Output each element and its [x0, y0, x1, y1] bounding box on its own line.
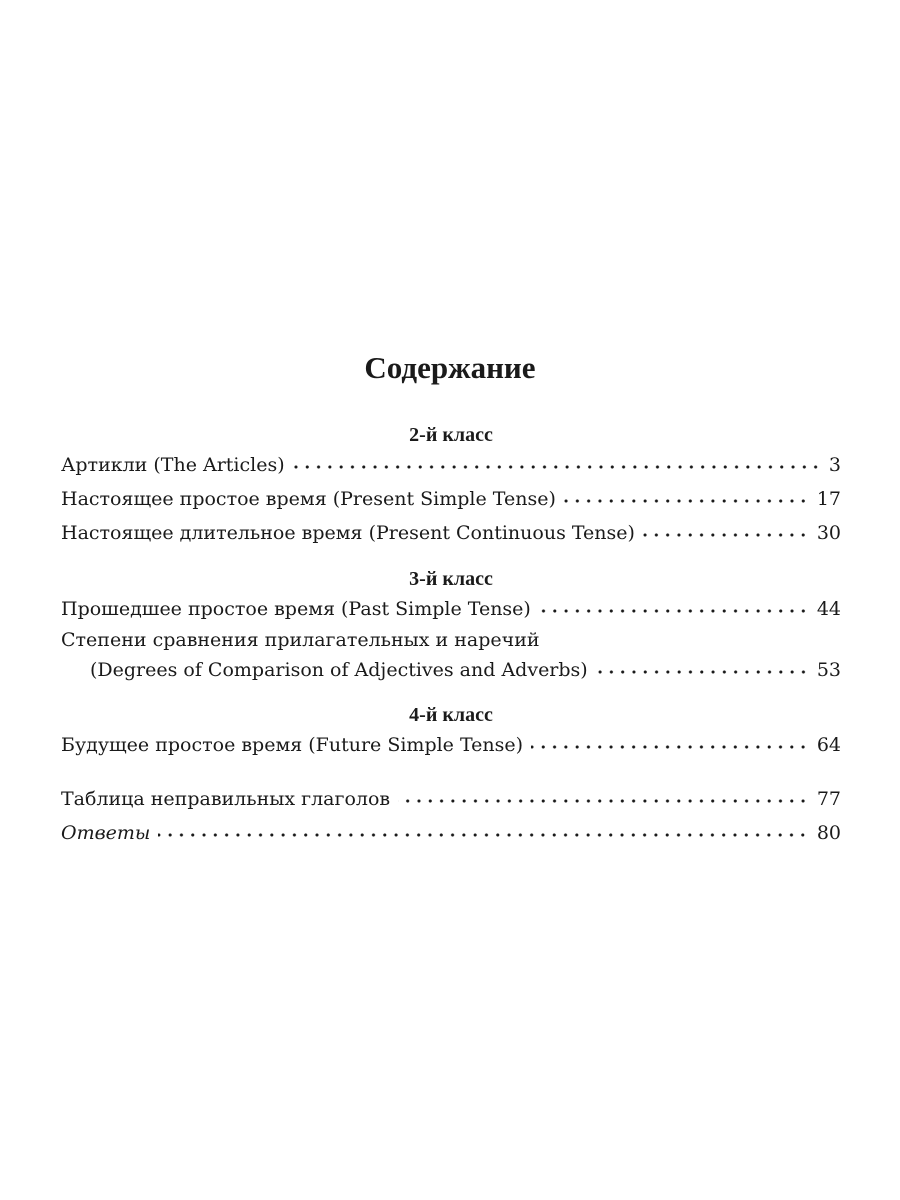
toc-entry-title-continued: (Degrees of Comparison of Adjectives and Adverbs)	[90, 659, 588, 681]
page-title: Содержание	[364, 350, 536, 385]
toc-entry-page: 44	[816, 598, 841, 620]
toc-entry-irregular-verbs[interactable]	[61, 782, 841, 816]
toc-entry-page: 80	[816, 822, 841, 844]
toc-entry-future-simple[interactable]	[61, 728, 841, 762]
toc-entry-title: Ответы	[61, 822, 151, 844]
toc-entry-title: Будущее простое время (Future Simple Tense)	[61, 734, 524, 756]
toc-entry-title: Таблица неправильных глаголов	[61, 788, 391, 810]
dot-leader	[158, 830, 808, 840]
toc-entry-title: Настоящее простое время (Present Simple Tense)	[61, 488, 556, 510]
toc-entry-title: Степени сравнения прилагательных и наречий	[61, 629, 540, 651]
dot-leader	[596, 667, 809, 677]
toc-entry-page: 53	[816, 659, 841, 681]
dot-leader	[564, 496, 809, 506]
dot-leader	[539, 606, 809, 616]
dot-leader	[531, 742, 809, 752]
section-heading-grade-3: 3-й класс	[409, 568, 493, 590]
toc-entry-degrees-of-comparison[interactable]	[61, 626, 841, 686]
dot-leader	[643, 530, 809, 540]
toc-entry-title: Прошедшее простое время (Past Simple Tense)	[61, 598, 531, 620]
dot-leader	[398, 796, 809, 806]
toc-entry-title: Настоящее длительное время (Present Continuous Tense)	[61, 522, 635, 544]
toc-entry-page: 3	[828, 454, 841, 476]
section-heading-grade-4: 4-й класс	[409, 704, 493, 726]
toc-entry-past-simple[interactable]	[61, 592, 841, 626]
toc-entry-answers[interactable]	[61, 816, 841, 850]
toc-entry-page: 64	[816, 734, 841, 756]
toc-entry-present-simple[interactable]	[61, 482, 841, 516]
toc-entry-page: 30	[816, 522, 841, 544]
toc-entry-page: 77	[816, 788, 841, 810]
toc-entry-page: 17	[816, 488, 841, 510]
toc-entry-present-continuous[interactable]	[61, 516, 841, 550]
toc-entry-title: Артикли (The Articles)	[61, 454, 285, 476]
table-of-contents	[61, 422, 841, 850]
section-heading-grade-2: 2-й класс	[409, 424, 493, 446]
toc-entry-articles[interactable]	[61, 448, 841, 482]
dot-leader	[293, 462, 821, 472]
